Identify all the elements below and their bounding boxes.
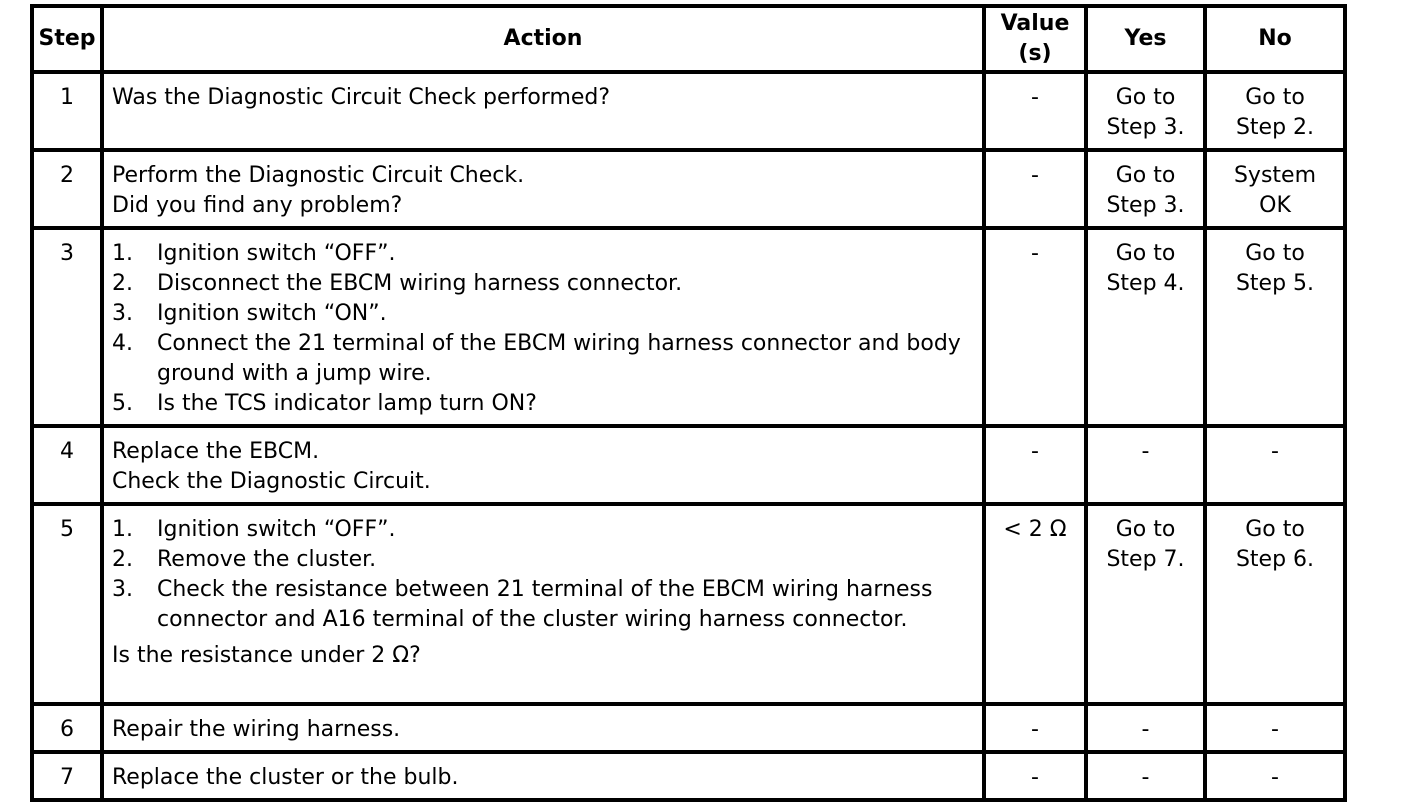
no-line: Step 2. <box>1235 115 1315 140</box>
step-cell: 2 <box>32 150 102 228</box>
table-row <box>32 150 1345 228</box>
step-cell: 5 <box>32 504 102 704</box>
action-item <box>112 515 974 545</box>
item-number: 4. <box>112 331 133 356</box>
item-text: Ignition switch “OFF”. <box>157 241 396 266</box>
action-cell <box>102 228 984 426</box>
value-cell: < 2 Ω <box>984 504 1086 704</box>
item-number: 1. <box>112 517 133 542</box>
value-cell: - <box>984 228 1086 426</box>
header-row <box>32 6 1345 72</box>
yes-line: Step 7. <box>1106 547 1185 572</box>
action-cell <box>102 72 984 150</box>
no-cell: - <box>1205 704 1345 752</box>
action-item <box>112 329 974 389</box>
action-cell <box>102 752 984 800</box>
yes-cell <box>1086 72 1205 150</box>
step-cell: 7 <box>32 752 102 800</box>
action-line: Perform the Diagnostic Circuit Check. <box>112 163 525 188</box>
yes-cell <box>1086 228 1205 426</box>
item-number: 1. <box>112 241 133 266</box>
yes-cell: - <box>1086 426 1205 504</box>
yes-line: Go to <box>1115 241 1176 266</box>
no-cell <box>1205 228 1345 426</box>
table-row <box>32 426 1345 504</box>
item-number: 5. <box>112 391 133 416</box>
step-cell: 1 <box>32 72 102 150</box>
header-value <box>984 6 1086 72</box>
diagnostic-table <box>30 4 1347 802</box>
action-item <box>112 269 974 299</box>
no-line: Step 5. <box>1235 271 1315 296</box>
action-line: Replace the EBCM. <box>112 439 320 464</box>
item-text: Connect the 21 terminal of the EBCM wiring harness connector and body ground with a jump wire. <box>157 331 961 386</box>
value-cell: - <box>984 704 1086 752</box>
no-line: OK <box>1259 193 1291 218</box>
table-row <box>32 228 1345 426</box>
yes-line: Go to <box>1115 85 1176 110</box>
action-line: Check the Diagnostic Circuit. <box>112 469 431 494</box>
header-yes: Yes <box>1086 6 1205 72</box>
table-row <box>32 704 1345 752</box>
no-cell: - <box>1205 752 1345 800</box>
action-line: Was the Diagnostic Circuit Check performed? <box>112 85 611 110</box>
item-number: 2. <box>112 547 133 572</box>
step-cell: 4 <box>32 426 102 504</box>
value-cell: - <box>984 72 1086 150</box>
yes-cell <box>1086 504 1205 704</box>
no-cell <box>1205 72 1345 150</box>
step-cell: 3 <box>32 228 102 426</box>
item-text: Remove the cluster. <box>157 547 377 572</box>
header-no: No <box>1205 6 1345 72</box>
action-line: Repair the wiring harness. <box>112 717 401 742</box>
yes-cell: - <box>1086 752 1205 800</box>
header-value-line2: (s) <box>1018 41 1052 66</box>
step-cell: 6 <box>32 704 102 752</box>
no-line: Go to <box>1245 241 1305 266</box>
no-cell: - <box>1205 426 1345 504</box>
action-item <box>112 239 974 269</box>
action-item <box>112 545 974 575</box>
yes-line: Go to <box>1115 517 1176 542</box>
yes-line: Step 4. <box>1106 271 1185 296</box>
item-text: Ignition switch “OFF”. <box>157 517 396 542</box>
item-text: Is the TCS indicator lamp turn ON? <box>157 391 537 416</box>
action-line: Replace the cluster or the bulb. <box>112 765 459 790</box>
item-text: Disconnect the EBCM wiring harness connector. <box>157 271 683 296</box>
table-row <box>32 504 1345 704</box>
value-cell: - <box>984 150 1086 228</box>
action-cell <box>102 704 984 752</box>
yes-cell: - <box>1086 704 1205 752</box>
no-line: System <box>1233 163 1317 188</box>
action-cell <box>102 504 984 704</box>
yes-line: Step 3. <box>1106 115 1185 140</box>
no-cell <box>1205 150 1345 228</box>
no-line: Go to <box>1245 85 1305 110</box>
no-line: Step 6. <box>1235 547 1315 572</box>
action-question: Is the resistance under 2 Ω? <box>112 643 421 668</box>
action-cell <box>102 426 984 504</box>
header-step: Step <box>32 6 102 72</box>
action-item <box>112 299 974 329</box>
item-number: 3. <box>112 301 133 326</box>
table-row <box>32 752 1345 800</box>
no-cell <box>1205 504 1345 704</box>
no-line: Go to <box>1245 517 1305 542</box>
yes-cell <box>1086 150 1205 228</box>
action-item <box>112 389 974 419</box>
item-number: 3. <box>112 577 133 602</box>
header-action: Action <box>102 6 984 72</box>
action-line: Did you find any problem? <box>112 193 403 218</box>
item-text: Ignition switch “ON”. <box>157 301 387 326</box>
value-cell: - <box>984 426 1086 504</box>
item-text: Check the resistance between 21 terminal of the EBCM wiring harness connector and A16 terminal of the cluster wiring harness connector. <box>157 577 933 632</box>
value-cell: - <box>984 752 1086 800</box>
action-item <box>112 575 974 635</box>
table-row <box>32 72 1345 150</box>
header-value-line1: Value <box>1000 11 1070 36</box>
yes-line: Step 3. <box>1106 193 1185 218</box>
action-cell <box>102 150 984 228</box>
item-number: 2. <box>112 271 133 296</box>
yes-line: Go to <box>1115 163 1176 188</box>
